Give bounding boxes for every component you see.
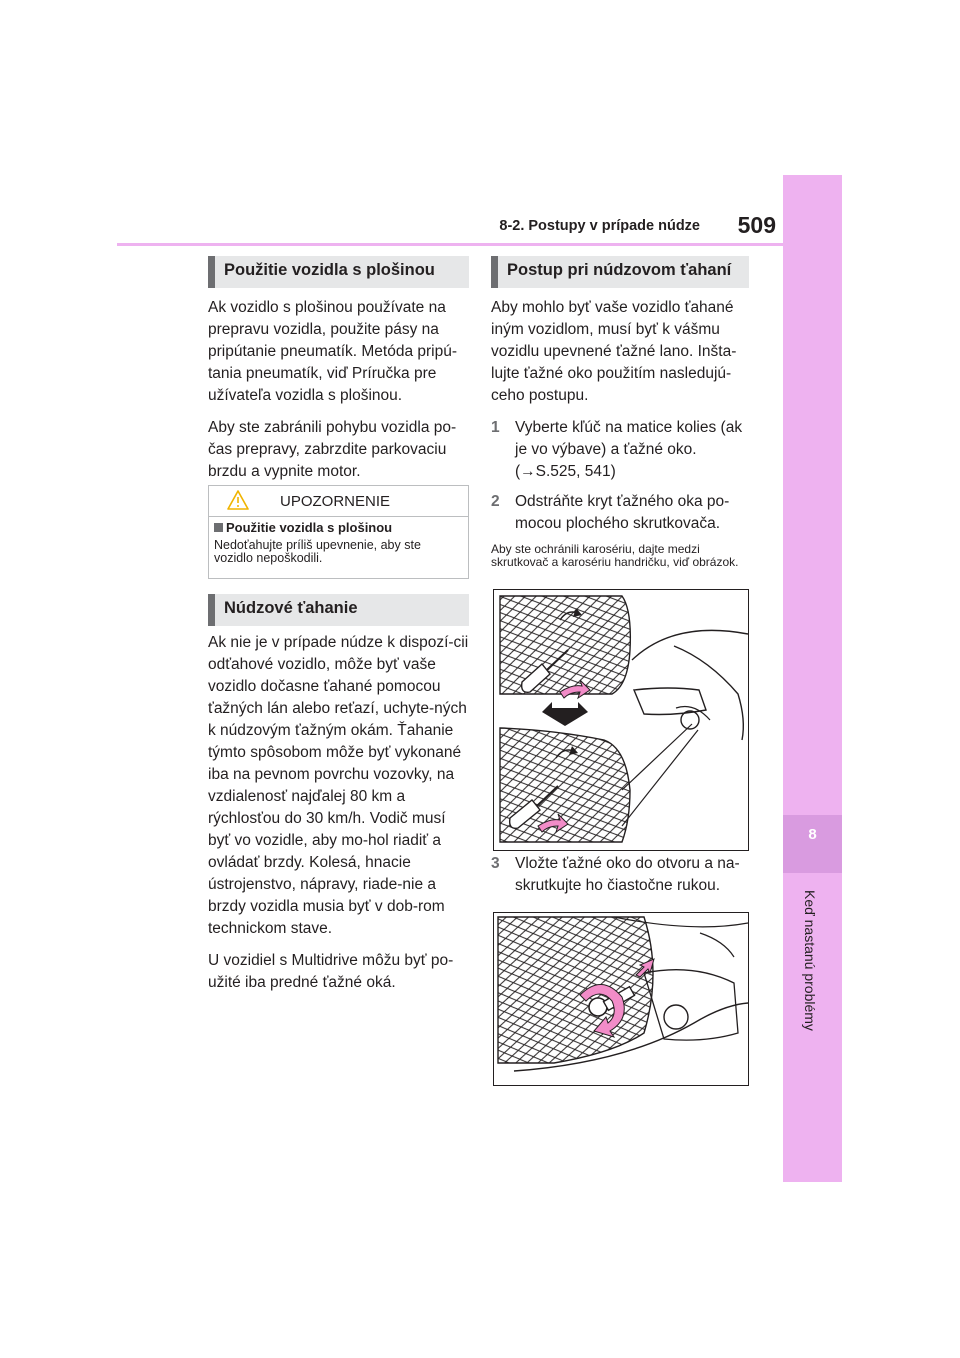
- procedure-text: [491, 297, 756, 569]
- emergency-paragraph-2: U vozidiel s Multidrive môžu byť po-užité iba predné ťažné oká.: [208, 952, 454, 991]
- procedure-heading: Postup pri núdzovom ťahaní: [491, 256, 749, 288]
- figure-remove-cover: [493, 589, 749, 851]
- caution-box: [208, 485, 469, 579]
- step-1: 1 Vyberte kľúč na matice kolies (ak je vo výbave) a ťažné oko. (→S.525, 541): [491, 419, 743, 480]
- step-2-note: Aby ste ochránili karosériu, dajte medzi skrutkovač a karosériu handričku, viď obrázok.: [491, 542, 739, 569]
- emergency-text: [208, 632, 470, 1004]
- page-number: 509: [737, 212, 776, 238]
- chapter-tab-marker: [783, 815, 842, 873]
- caution-text: Nedoťahujte príliš upevnenie, aby ste vozidlo nepoškodili.: [214, 538, 421, 565]
- step-3-block: [491, 853, 756, 905]
- caution-subheading: Použitie vozidla s plošinou: [214, 520, 463, 535]
- caution-header: [209, 486, 468, 517]
- warning-triangle-icon: [226, 489, 250, 511]
- flatbed-text: [208, 297, 470, 493]
- step-3: 3 Vložte ťažné oko do otvoru a na-skrutkujte ho čiastočne rukou.: [491, 855, 740, 894]
- flatbed-paragraph-1: Ak vozidlo s plošinou používate na prepravu vozidla, použite pásy na pripútanie pneumatík. Metóda pripú-tania pneumatík, viď Príručka pre užívateľa vozidla s plošinou.: [208, 299, 458, 404]
- procedure-intro: Aby mohlo byť vaše vozidlo ťahané iným vozidlom, musí byť k vášmu vozidlu upevnené ťažné lano. Inšta-lujte ťažné oko použitím nasledujú-ceho postupu.: [491, 299, 737, 404]
- chapter-number: 8: [808, 826, 817, 843]
- install-eye-illustration: [494, 913, 748, 1085]
- remove-cover-illustration: [494, 590, 748, 850]
- chapter-label: Keď nastanú problémy: [802, 890, 818, 1031]
- step-2: 2 Odstráňte kryt ťažného oka po-mocou plochého skrutkovača.: [491, 493, 730, 532]
- caution-label: UPOZORNENIE: [280, 493, 391, 510]
- bullet-square-icon: [214, 523, 223, 532]
- section-title: 8-2. Postupy v prípade núdze: [499, 218, 700, 234]
- figure-install-eye: [493, 912, 749, 1086]
- emergency-paragraph-1: Ak nie je v prípade núdze k dispozí-cii odťahové vozidlo, môže byť vaše vozidlo dočasne ťahané pomocou ťažných lán alebo reťazí, uchyte-ných k núdzovým ťažným okám. Ťahanie týmto spôsobom môže byť vykonané iba na pevnom povrchu vozovky, na vzdialenosť najďalej 80 km a rýchlosťou do 30 km/h. Vodič musí byť vo vozidle, aby mo-hol riadiť a ovládať brzdy. Kolesá, hnacie ústrojenstvo, nápravy, riade-nie a brzdy vozidla musia byť v dob-rom technickom stave.: [208, 634, 469, 937]
- emergency-towing-heading: Núdzové ťahanie: [208, 594, 469, 626]
- flatbed-paragraph-2: Aby ste zabránili pohybu vozidla po-čas prepravy, zabrzdite parkovaciu brzdu a vypnite motor.: [208, 419, 457, 480]
- header-rule: [117, 243, 783, 246]
- flatbed-heading: Použitie vozidla s plošinou: [208, 256, 469, 288]
